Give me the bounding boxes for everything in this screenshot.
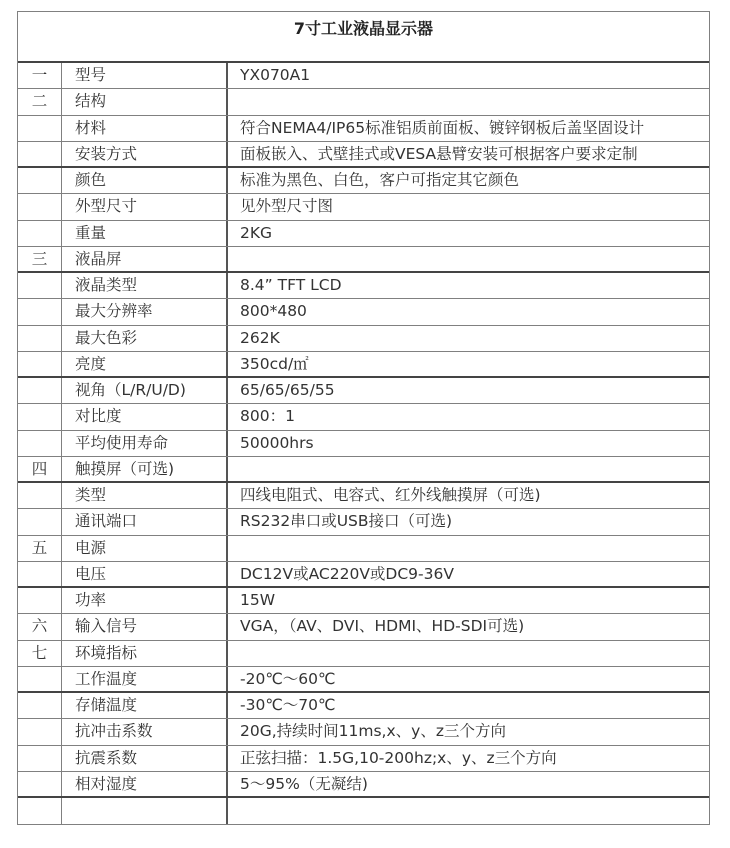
spec-value: RS232串口或USB接口（可选)	[240, 512, 453, 531]
spec-value: 面板嵌入、式壁挂式或VESA悬臂安装可根据客户要求定制	[240, 144, 638, 163]
spec-value: 800*480	[240, 302, 307, 321]
spec-value	[228, 247, 709, 271]
section-number	[18, 667, 62, 691]
spec-name: 视角（L/R/U/D)	[62, 378, 228, 403]
spec-name: 环境指标	[62, 641, 228, 666]
section-number	[18, 509, 62, 534]
section-number: 一	[18, 63, 62, 88]
spec-value: 5～95%（无凝结)	[240, 774, 368, 793]
spec-name: 重量	[62, 221, 228, 246]
spec-value: -30℃～70℃	[240, 696, 336, 714]
spec-value	[228, 798, 709, 824]
section-number	[18, 798, 62, 824]
table-row	[18, 641, 709, 667]
spec-name: 外型尺寸	[62, 194, 228, 219]
section-number	[18, 142, 62, 166]
spec-name: 抗震系数	[62, 746, 228, 771]
spec-value: 800：1	[240, 407, 295, 426]
spec-name: 电压	[62, 562, 228, 586]
spec-value	[228, 457, 709, 481]
spec-value: YX070A1	[240, 66, 311, 84]
table-row	[18, 536, 709, 562]
table-row	[18, 352, 709, 378]
section-number: 二	[18, 89, 62, 114]
table-row	[18, 194, 709, 220]
spec-name: 最大分辨率	[62, 299, 228, 324]
table-row	[18, 431, 709, 457]
section-number	[18, 588, 62, 613]
spec-value: 50000hrs	[240, 433, 314, 452]
spec-value: DC12V或AC220V或DC9-36V	[240, 564, 454, 583]
section-number: 五	[18, 536, 62, 561]
section-number	[18, 194, 62, 219]
spec-value: 符合NEMA4/IP65标准铝质前面板、镀锌钢板后盖坚固设计	[240, 118, 645, 137]
section-number	[18, 116, 62, 141]
spec-name: 电源	[62, 536, 228, 561]
spec-value	[228, 536, 709, 561]
section-number	[18, 483, 62, 508]
spec-value: 15W	[240, 591, 276, 609]
section-number	[18, 431, 62, 456]
section-number	[18, 168, 62, 193]
table-row	[18, 116, 709, 142]
spec-value: 标准为黑色、白色，客户可指定其它颜色	[240, 171, 520, 189]
spec-value: 350cd/㎡	[240, 354, 309, 373]
section-number	[18, 746, 62, 771]
table-row	[18, 588, 709, 614]
table-row	[18, 719, 709, 745]
table-row	[18, 614, 709, 640]
section-number	[18, 221, 62, 246]
table-row	[18, 562, 709, 588]
section-number	[18, 693, 62, 718]
table-row	[18, 378, 709, 404]
section-number: 六	[18, 614, 62, 639]
section-number: 七	[18, 641, 62, 666]
table-row	[18, 457, 709, 483]
spec-name: 工作温度	[62, 667, 228, 691]
spec-value: -20℃～60℃	[240, 669, 336, 688]
section-number	[18, 719, 62, 744]
table-row	[18, 247, 709, 273]
spec-name: 亮度	[62, 352, 228, 376]
table-row	[18, 299, 709, 325]
table-row	[18, 746, 709, 772]
spec-value: 20G,持续时间11ms,x、y、z三个方向	[240, 722, 506, 741]
spec-name: 液晶屏	[62, 247, 228, 271]
section-number	[18, 326, 62, 351]
section-number: 四	[18, 457, 62, 481]
spec-value	[228, 89, 709, 114]
spec-name: 输入信号	[62, 614, 228, 639]
table-row	[18, 89, 709, 115]
section-number	[18, 273, 62, 298]
spec-value: 正弦扫描：1.5G,10-200hz;x、y、z三个方向	[240, 748, 557, 767]
spec-value: VGA，（AV、DVI、HDMI、HD-SDI可选)	[240, 617, 525, 636]
spec-name: 相对湿度	[62, 772, 228, 796]
spec-name	[62, 798, 228, 824]
spec-name: 对比度	[62, 404, 228, 429]
section-number: 三	[18, 247, 62, 271]
table-row	[18, 221, 709, 247]
spec-value: 2KG	[240, 223, 273, 242]
table-title: 7寸工业液晶显示器	[18, 12, 709, 63]
table-row	[18, 404, 709, 430]
spec-name: 触摸屏（可选)	[62, 457, 228, 481]
spec-name: 安装方式	[62, 142, 228, 166]
spec-name: 结构	[62, 89, 228, 114]
spec-name: 抗冲击系数	[62, 719, 228, 744]
spec-name: 平均使用寿命	[62, 431, 228, 456]
spec-value: 四线电阻式、电容式、红外线触摸屏（可选)	[240, 486, 541, 504]
spec-value	[228, 641, 709, 666]
table-row	[18, 168, 709, 194]
spec-name: 类型	[62, 483, 228, 508]
section-number	[18, 352, 62, 376]
table-row	[18, 798, 709, 824]
spec-name: 颜色	[62, 168, 228, 193]
section-number	[18, 299, 62, 324]
spec-name: 功率	[62, 588, 228, 613]
table-row	[18, 772, 709, 798]
spec-name: 型号	[62, 63, 228, 88]
table-row	[18, 483, 709, 509]
spec-name: 存储温度	[62, 693, 228, 718]
spec-name: 最大色彩	[62, 326, 228, 351]
table-row	[18, 667, 709, 693]
spec-name: 材料	[62, 116, 228, 141]
section-number	[18, 562, 62, 586]
table-row	[18, 142, 709, 168]
section-number	[18, 378, 62, 403]
spec-value: 65/65/65/55	[240, 381, 335, 399]
spec-name: 通讯端口	[62, 509, 228, 534]
spec-name: 液晶类型	[62, 273, 228, 298]
table-row	[18, 273, 709, 299]
spec-value: 见外型尺寸图	[240, 197, 334, 216]
spec-value: 262K	[240, 328, 280, 347]
spec-table	[17, 11, 710, 825]
section-number	[18, 404, 62, 429]
spec-value: 8.4” TFT LCD	[240, 276, 342, 294]
table-row	[18, 509, 709, 535]
table-row	[18, 63, 709, 89]
table-row	[18, 326, 709, 352]
section-number	[18, 772, 62, 796]
table-row	[18, 693, 709, 719]
table-body	[18, 63, 709, 824]
